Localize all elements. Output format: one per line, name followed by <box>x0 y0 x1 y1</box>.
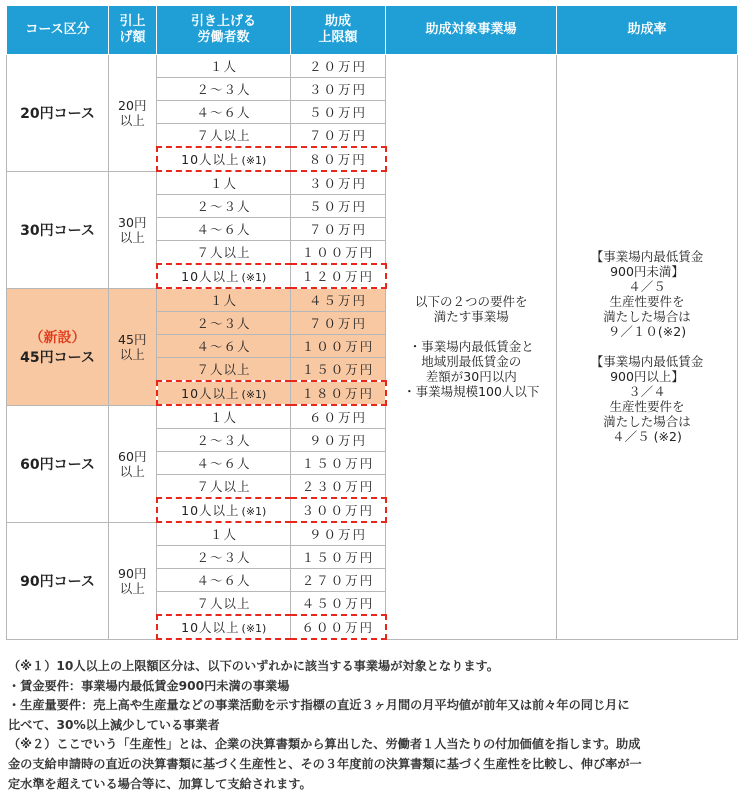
footnote-line: ・賃金要件：事業場内最低賃金900円未満の事業場 <box>8 678 290 693</box>
target-requirements: 以下の２つの要件を 満たす事業場 ・事業場内最低賃金と 地域別最低賃金の 差額が30円以内 ・事業場規模100人以下 <box>386 55 557 640</box>
limit-amount: ４５０万円 <box>291 592 386 616</box>
header-target: 助成対象事業場 <box>386 6 557 55</box>
course-label: 20円コース <box>20 105 95 122</box>
worker-count: ４〜６人 <box>157 101 291 124</box>
raise-amount: 45円 以上 <box>109 288 157 405</box>
limit-amount: ２７０万円 <box>291 569 386 592</box>
worker-count: １人 <box>157 522 291 546</box>
footnote-mark: (※1) <box>241 271 267 284</box>
header-row <box>7 6 738 55</box>
worker-count: １人 <box>157 405 291 429</box>
limit-amount: ９０万円 <box>291 429 386 452</box>
limit-amount: １００万円 <box>291 241 386 265</box>
worker-count: ２〜３人 <box>157 312 291 335</box>
subsidy-rate: 【事業場内最低賃金 900円未満】 ４／５ 生産性要件を 満たした場合は ９／１０(※2) 【事業場内最低賃金 900円以上】 ３／４ 生産性要件を 満たした場合は ４／５ (※2) <box>557 55 738 640</box>
worker-count: ２〜３人 <box>157 546 291 569</box>
limit-amount: ６００万円 <box>291 615 386 639</box>
limit-amount: １８０万円 <box>291 381 386 405</box>
footnote-mark: (※1) <box>241 154 267 167</box>
worker-count: ７人以上 <box>157 475 291 499</box>
limit-amount: ９０万円 <box>291 522 386 546</box>
header-rate: 助成率 <box>557 6 738 55</box>
limit-amount: ６０万円 <box>291 405 386 429</box>
course-label: 90円コース <box>20 573 95 590</box>
worker-count: ２〜３人 <box>157 429 291 452</box>
course-name <box>7 55 109 172</box>
worker-count: 10人以上 (※1) <box>157 498 291 522</box>
worker-count: １人 <box>157 55 291 78</box>
worker-count: ７人以上 <box>157 358 291 382</box>
limit-amount: １２０万円 <box>291 264 386 288</box>
course-label: 60円コース <box>20 456 95 473</box>
limit-amount: １５０万円 <box>291 546 386 569</box>
subsidy-table <box>6 5 738 640</box>
limit-amount: １００万円 <box>291 335 386 358</box>
worker-count: ７人以上 <box>157 124 291 148</box>
header-limit: 助成 上限額 <box>291 6 386 55</box>
limit-amount: ３００万円 <box>291 498 386 522</box>
footnote-line: （※２）ここでいう「生産性」とは、企業の決算書類から算出した、労働者１人当たりの付加価値を指します。助成 <box>8 737 641 752</box>
raise-amount: 20円 以上 <box>109 55 157 172</box>
worker-count: 10人以上 (※1) <box>157 381 291 405</box>
course-label: 45円コース <box>20 349 95 366</box>
worker-count: １人 <box>157 288 291 312</box>
worker-count: １人 <box>157 171 291 195</box>
limit-amount: １５０万円 <box>291 452 386 475</box>
worker-count: ２〜３人 <box>157 195 291 218</box>
limit-amount: ８０万円 <box>291 147 386 171</box>
limit-amount: ２０万円 <box>291 55 386 78</box>
footnote-line: 比べて、30%以上減少している事業者 <box>8 717 220 732</box>
header-raise: 引上 げ額 <box>109 6 157 55</box>
course-name <box>7 288 109 405</box>
header-course: コース区分 <box>7 6 109 55</box>
course-name <box>7 522 109 639</box>
limit-amount: ７０万円 <box>291 312 386 335</box>
footnote-line: 金の支給申請時の直近の決算書類に基づく生産性と、その３年度前の決算書類に基づく生産性を比較し、伸び率が一 <box>8 756 642 771</box>
limit-amount: ５０万円 <box>291 195 386 218</box>
footnote-mark: (※1) <box>241 505 267 518</box>
limit-amount: ７０万円 <box>291 218 386 241</box>
header-workers: 引き上げる 労働者数 <box>157 6 291 55</box>
table-row <box>7 55 738 78</box>
limit-amount: ３０万円 <box>291 171 386 195</box>
limit-amount: ７０万円 <box>291 124 386 148</box>
worker-count: ４〜６人 <box>157 452 291 475</box>
limit-amount: ２３０万円 <box>291 475 386 499</box>
raise-amount: 90円 以上 <box>109 522 157 639</box>
raise-amount: 60円 以上 <box>109 405 157 522</box>
footnote-mark: (※1) <box>241 622 267 635</box>
limit-amount: ３０万円 <box>291 78 386 101</box>
worker-count: 10人以上 (※1) <box>157 615 291 639</box>
course-name <box>7 405 109 522</box>
course-name <box>7 171 109 288</box>
worker-count: ４〜６人 <box>157 335 291 358</box>
limit-amount: ４５万円 <box>291 288 386 312</box>
worker-count: ７人以上 <box>157 592 291 616</box>
footnote-line: （※１）10人以上の上限額区分は、以下のいずれかに該当する事業場が対象となります。 <box>8 659 499 673</box>
worker-count: 10人以上 (※1) <box>157 147 291 171</box>
worker-count: ２〜３人 <box>157 78 291 101</box>
footnote-line: ・生産量要件：売上高や生産量などの事業活動を示す指標の直近３ヶ月間の月平均値が前年又は前々年の同じ月に <box>8 698 630 713</box>
footnote-mark: (※1) <box>241 388 267 401</box>
worker-count: ７人以上 <box>157 241 291 265</box>
limit-amount: ５０万円 <box>291 101 386 124</box>
limit-amount: １５０万円 <box>291 358 386 382</box>
worker-count: 10人以上 (※1) <box>157 264 291 288</box>
worker-count: ４〜６人 <box>157 218 291 241</box>
footnotes <box>8 657 736 794</box>
raise-amount: 30円 以上 <box>109 171 157 288</box>
course-label: 30円コース <box>20 222 95 239</box>
worker-count: ４〜６人 <box>157 569 291 592</box>
footnote-line: 定水準を超えている場合等に、加算して支給されます。 <box>8 776 312 791</box>
new-label: （新設） <box>29 329 86 346</box>
